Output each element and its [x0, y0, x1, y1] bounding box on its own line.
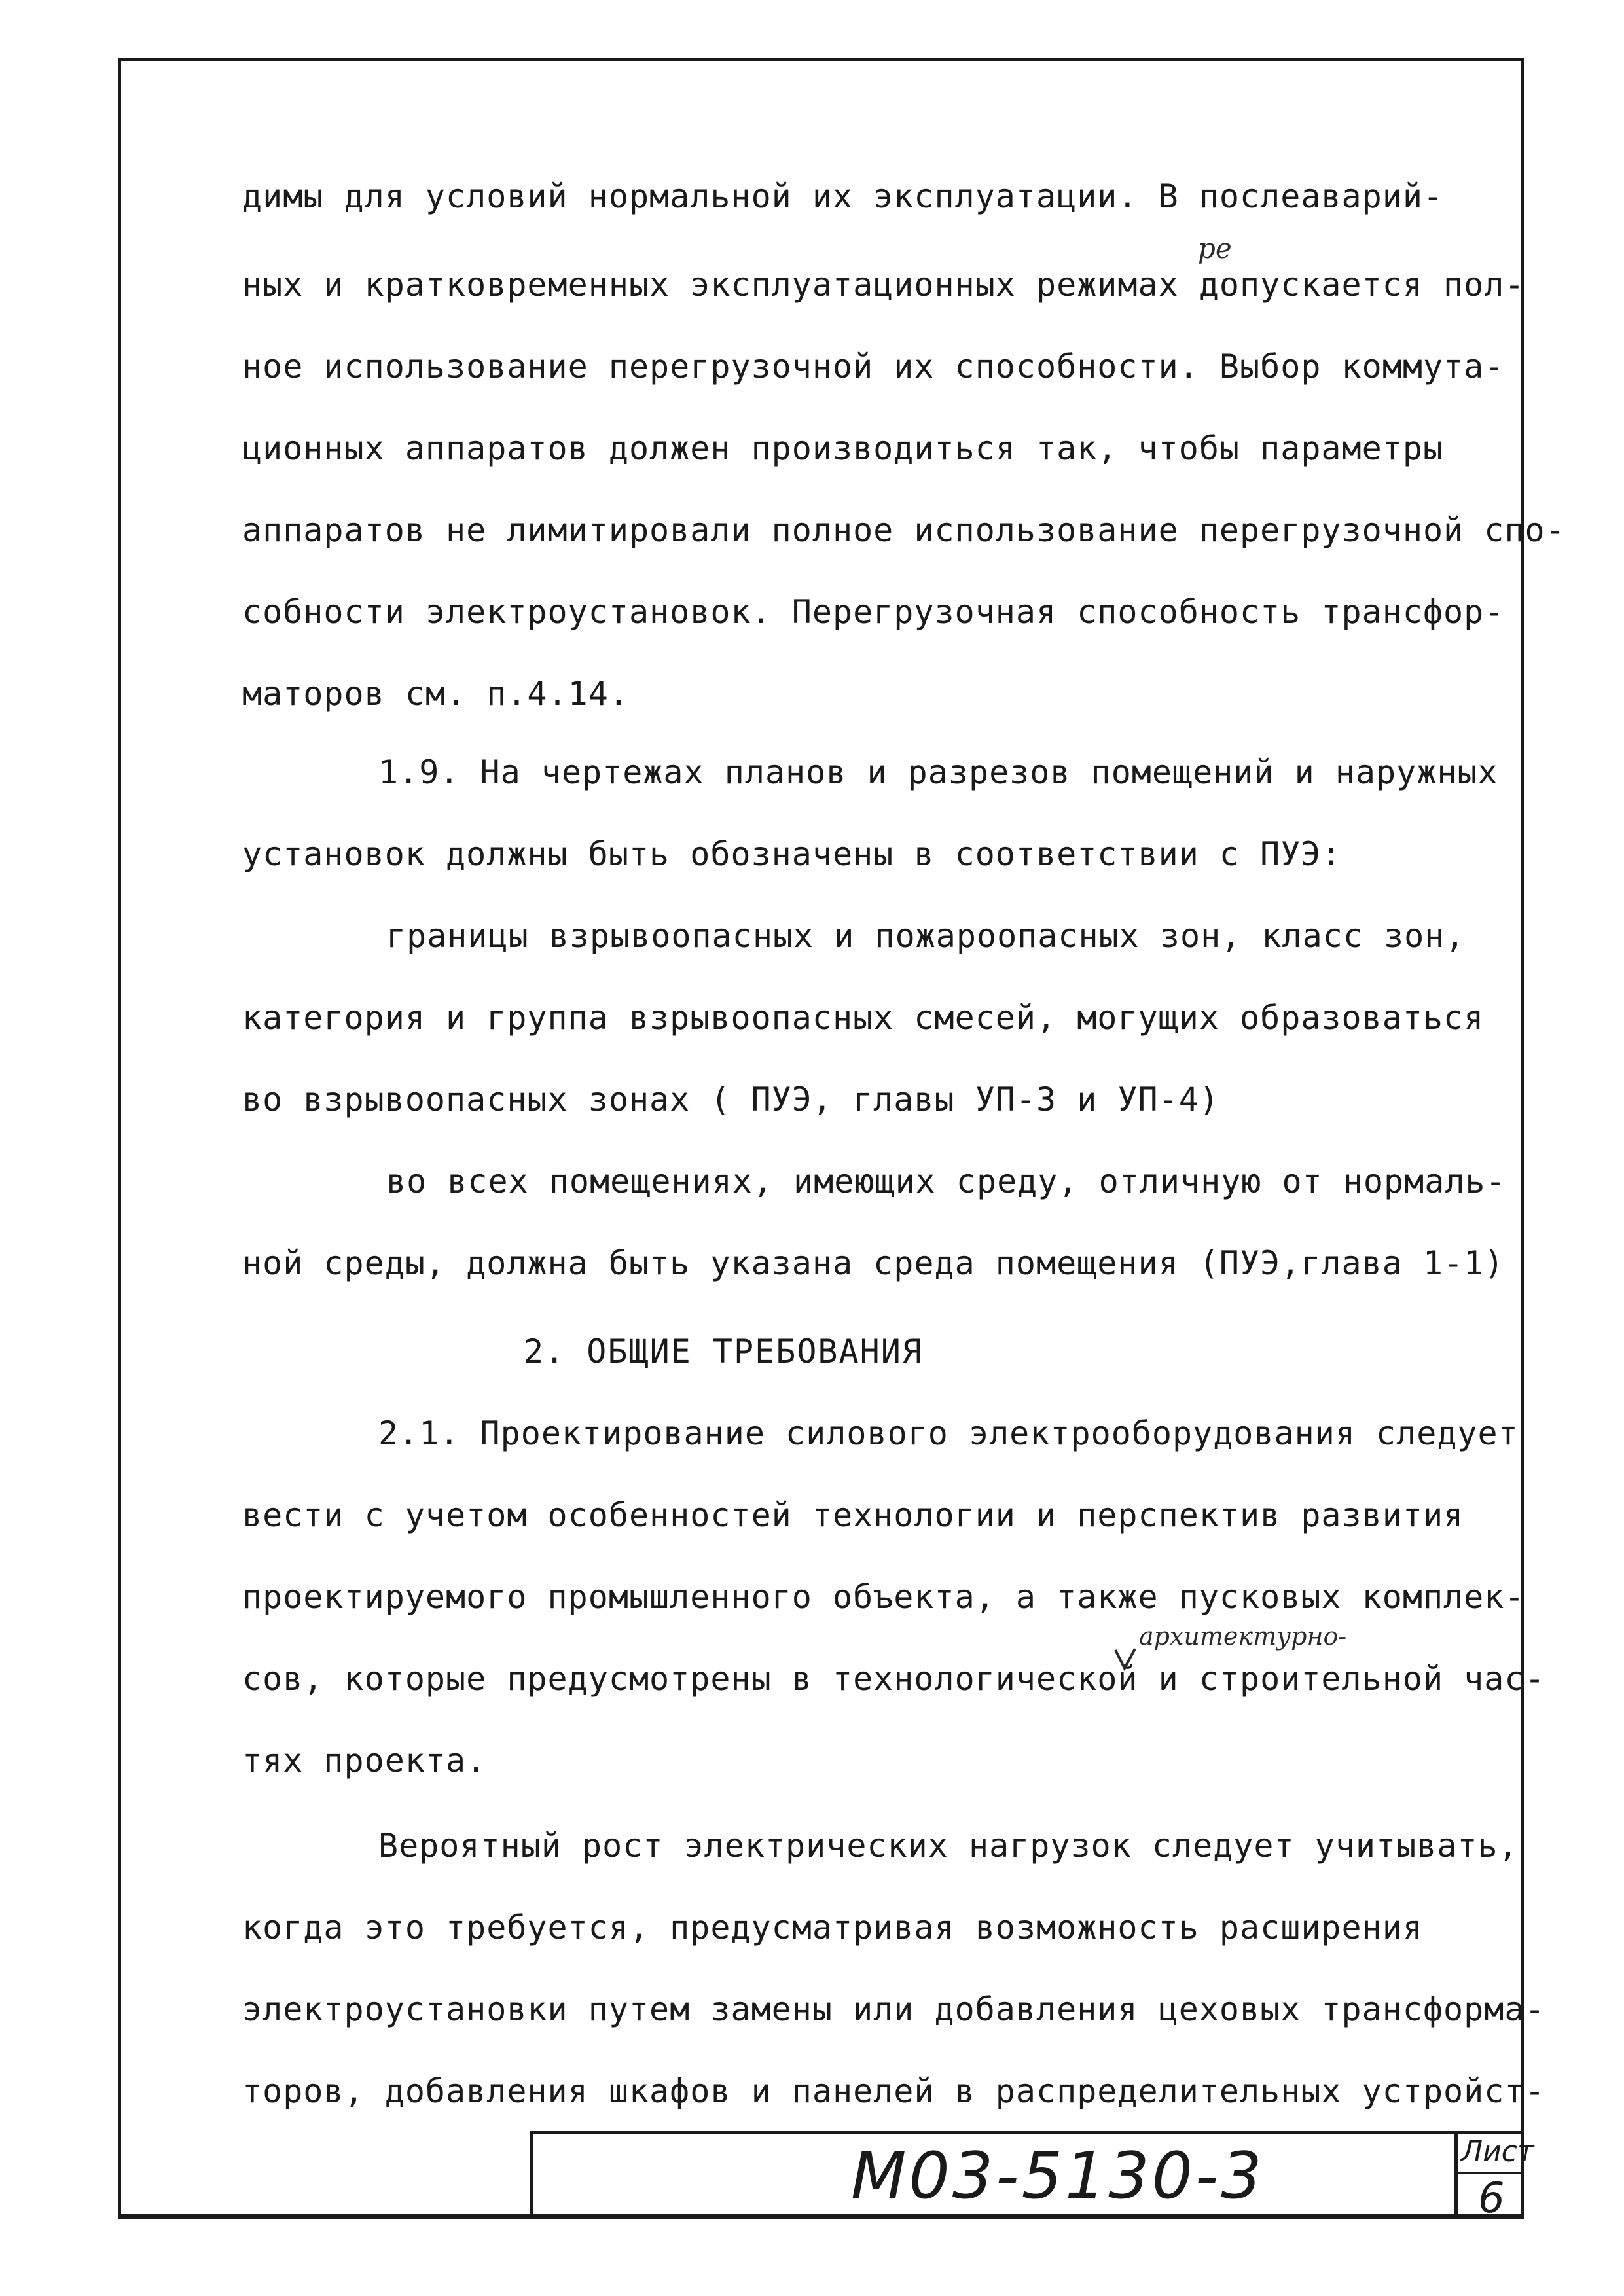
handwritten-insertion: архитектурно- — [1139, 1622, 1347, 1651]
text-line: категория и группа взрывоопасных смесей, могущих образоваться — [242, 999, 1485, 1037]
sheet-number: 6 — [1478, 2174, 1505, 2223]
section-heading: 2. ОБЩИЕ ТРЕБОВАНИЯ — [524, 1333, 923, 1371]
list-item-boundaries: границы взрывоопасных и пожароопасных зон, класс зон, — [386, 917, 1466, 955]
text-line: ное использование перегрузочной их способности. Выбор коммута- — [242, 348, 1505, 386]
paragraph-load-growth: Вероятный рост электрических нагрузок следует учитывать, — [378, 1827, 1519, 1865]
text-line: ционных аппаратов должен производиться так, чтобы параметры — [242, 429, 1444, 467]
handwritten-correction: ре — [1198, 232, 1232, 264]
document-code: М03-5130-3 — [851, 2139, 1265, 2214]
text-line: торов, добавления шкафов и панелей в распределительных устройст- — [242, 2072, 1545, 2110]
text-line: маторов см. п.4.14. — [242, 675, 629, 713]
insertion-caret-icon — [1113, 1646, 1139, 1672]
text-line: когда это требуется, предусматривая возможность расширения — [242, 1909, 1423, 1946]
text-line: сов, которые предусмотрены в технологической и строительной час- — [242, 1660, 1545, 1698]
text-line: ной среды, должна быть указана среда помещения (ПУЭ,глава 1-1) — [242, 1244, 1505, 1282]
sheet-label: Лист — [1461, 2135, 1534, 2168]
text-line: димы для условий нормальной их эксплуатации. В послеаварий- — [242, 177, 1444, 215]
paragraph-1-9: 1.9. На чертежах планов и разрезов помещений и наружных — [378, 753, 1498, 791]
text-line: электроустановки путем замены или добавления цеховых трансформа- — [242, 1990, 1545, 2028]
text-line: проектируемого промышленного объекта, а также пусковых комплек- — [242, 1578, 1525, 1616]
text-line: во взрывоопасных зонах ( ПУЭ, главы УП-3 и УП-4) — [242, 1081, 1219, 1119]
title-block-divider — [1454, 2131, 1458, 2219]
text-line: тях проекта. — [242, 1742, 487, 1780]
paragraph-2-1: 2.1. Проектирование силового электрооборудования следует — [378, 1414, 1519, 1452]
text-line: установок должны быть обозначены в соответствии с ПУЭ: — [242, 835, 1342, 873]
text-line: вести с учетом особенностей технологии и перспектив развития — [242, 1496, 1464, 1534]
text-line: ных и кратковременных эксплуатационных режимах допускается пол- — [242, 266, 1525, 304]
text-line: собности электроустановок. Перегрузочная способность трансфор- — [242, 593, 1505, 631]
text-line: аппаратов не лимитировали полное использование перегрузочной спо- — [242, 511, 1566, 549]
list-item-premises: во всех помещениях, имеющих среду, отличную от нормаль- — [386, 1162, 1506, 1200]
